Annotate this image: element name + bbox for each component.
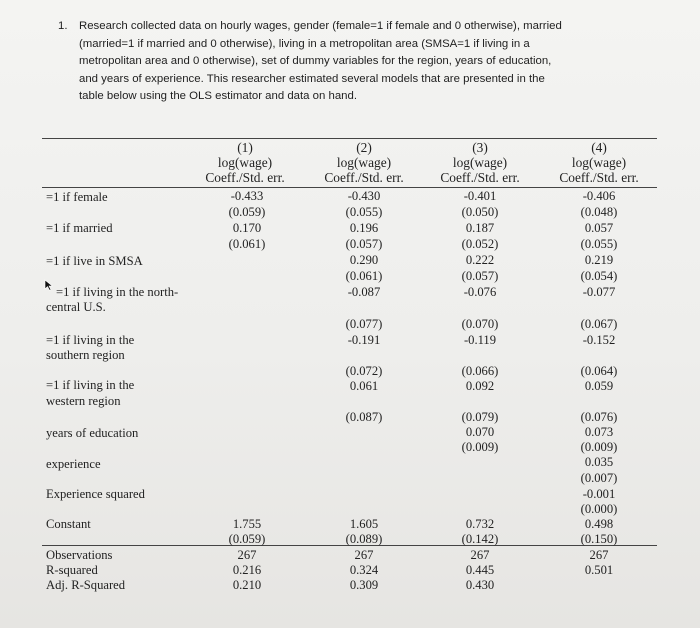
table-cell: (0.076): [580, 410, 618, 424]
row-label: western region: [46, 394, 121, 408]
row-label: Experience squared: [46, 487, 145, 501]
table-cell: -0.119: [463, 333, 497, 347]
table-cell: 267: [589, 548, 609, 562]
table-cell: (0.064): [580, 364, 618, 378]
table-cell: 0.170: [232, 221, 262, 235]
column-header-3: [435, 140, 525, 185]
table-cell: 267: [354, 548, 374, 562]
table-cell: 0.219: [584, 253, 614, 267]
table-cell: (0.009): [461, 440, 499, 454]
table-cell: 0.035: [584, 455, 614, 469]
row-label: =1 if living in the: [46, 378, 135, 392]
column-model: (3): [472, 140, 488, 155]
table-cell: (0.077): [345, 317, 383, 331]
table-cell: -0.430: [347, 189, 381, 203]
table-cell: -0.076: [463, 285, 497, 299]
column-header-1: [200, 140, 290, 185]
table-cell: (0.009): [580, 440, 618, 454]
column-header-2: [317, 140, 411, 185]
row-label: =1 if living in the north-: [56, 285, 179, 299]
question-line: and years of experience. This researcher estimated several models that are presented in the: [79, 72, 545, 85]
row-label: =1 if married: [46, 221, 113, 235]
table-cell: 0.222: [465, 253, 495, 267]
question-line: (married=1 if married and 0 otherwise), living in a metropolitan area (SMSA=1 if living in a: [79, 37, 530, 50]
row-label: Constant: [46, 517, 91, 531]
table-cell: (0.052): [461, 237, 499, 251]
table-cell: 0.430: [465, 578, 495, 592]
cursor-icon: [44, 279, 54, 291]
column-stat: Coeff./Std. err.: [559, 170, 639, 185]
table-cell: (0.000): [580, 502, 618, 516]
column-stat: Coeff./Std. err.: [440, 170, 520, 185]
table-cell: (0.055): [580, 237, 618, 251]
table-cell: (0.150): [580, 532, 618, 546]
column-dep: log(wage): [336, 155, 392, 170]
table-cell: 0.196: [349, 221, 379, 235]
table-cell: (0.079): [461, 410, 499, 424]
row-label: central U.S.: [46, 300, 106, 314]
row-label: =1 if living in the: [46, 333, 135, 347]
table-cell: (0.066): [461, 364, 499, 378]
table-cell: -0.087: [347, 285, 381, 299]
table-cell: (0.050): [461, 205, 499, 219]
table-cell: -0.433: [230, 189, 264, 203]
column-stat: Coeff./Std. err.: [205, 170, 285, 185]
table-cell: 0.445: [465, 563, 495, 577]
table-cell: (0.061): [345, 269, 383, 283]
row-label: Adj. R-Squared: [46, 578, 126, 592]
table-cell: (0.070): [461, 317, 499, 331]
column-model: (4): [591, 140, 607, 155]
table-cell: 267: [237, 548, 257, 562]
table-cell: 0.732: [465, 517, 495, 531]
table-cell: 0.092: [465, 379, 495, 393]
question-line: table below using the OLS estimator and data on hand.: [79, 90, 357, 103]
row-label: =1 if female: [46, 190, 108, 204]
table-cell: 0.057: [584, 221, 614, 235]
row-label: =1 if live in SMSA: [46, 254, 143, 268]
row-label: R-squared: [46, 563, 98, 577]
table-cell: (0.061): [228, 237, 266, 251]
table-cell: 0.059: [584, 379, 614, 393]
table-cell: (0.055): [345, 205, 383, 219]
column-model: (2): [356, 140, 372, 155]
column-model: (1): [237, 140, 253, 155]
table-cell: (0.142): [461, 532, 499, 546]
row-label: southern region: [46, 348, 125, 362]
column-dep: log(wage): [571, 155, 627, 170]
row-label: Observations: [46, 548, 113, 562]
table-cell: (0.007): [580, 471, 618, 485]
table-cell: (0.048): [580, 205, 618, 219]
table-cell: -0.077: [582, 285, 616, 299]
table-cell: 0.309: [349, 578, 379, 592]
question-number: 1.: [58, 20, 68, 32]
table-cell: 267: [470, 548, 490, 562]
table-cell: 1.605: [349, 517, 379, 531]
column-stat: Coeff./Std. err.: [324, 170, 404, 185]
table-cell: -0.191: [347, 333, 381, 347]
column-header-4: [551, 140, 647, 185]
table-cell: 0.216: [232, 563, 262, 577]
table-cell: -0.406: [582, 189, 616, 203]
table-cell: (0.072): [345, 364, 383, 378]
table-cell: (0.067): [580, 317, 618, 331]
table-cell: (0.087): [345, 410, 383, 424]
table-cell: 1.755: [232, 517, 262, 531]
table-cell: (0.054): [580, 269, 618, 283]
table-cell: 0.210: [232, 578, 262, 592]
column-dep: log(wage): [217, 155, 273, 170]
table-cell: (0.057): [461, 269, 499, 283]
question-line: metropolitan area and 0 otherwise), set of dummy variables for the region, years of education,: [79, 55, 552, 68]
table-cell: 0.073: [584, 425, 614, 439]
table-cell: 0.070: [465, 425, 495, 439]
table-cell: 0.324: [349, 563, 379, 577]
table-cell: 0.187: [465, 221, 495, 235]
table-cell: (0.059): [228, 205, 266, 219]
table-cell: 0.061: [349, 379, 379, 393]
table-cell: -0.401: [463, 189, 497, 203]
row-label: years of education: [46, 426, 139, 440]
table-cell: 0.290: [349, 253, 379, 267]
column-dep: log(wage): [452, 155, 508, 170]
row-label: experience: [46, 457, 101, 471]
table-cell: (0.057): [345, 237, 383, 251]
table-cell: (0.059): [228, 532, 266, 546]
table-cell: -0.001: [582, 487, 616, 501]
question-line: Research collected data on hourly wages, gender (female=1 if female and 0 otherwise), married: [79, 20, 562, 32]
table-cell: 0.498: [584, 517, 614, 531]
table-cell: 0.501: [584, 563, 614, 577]
table-cell: (0.089): [345, 532, 383, 546]
table-cell: -0.152: [582, 333, 616, 347]
